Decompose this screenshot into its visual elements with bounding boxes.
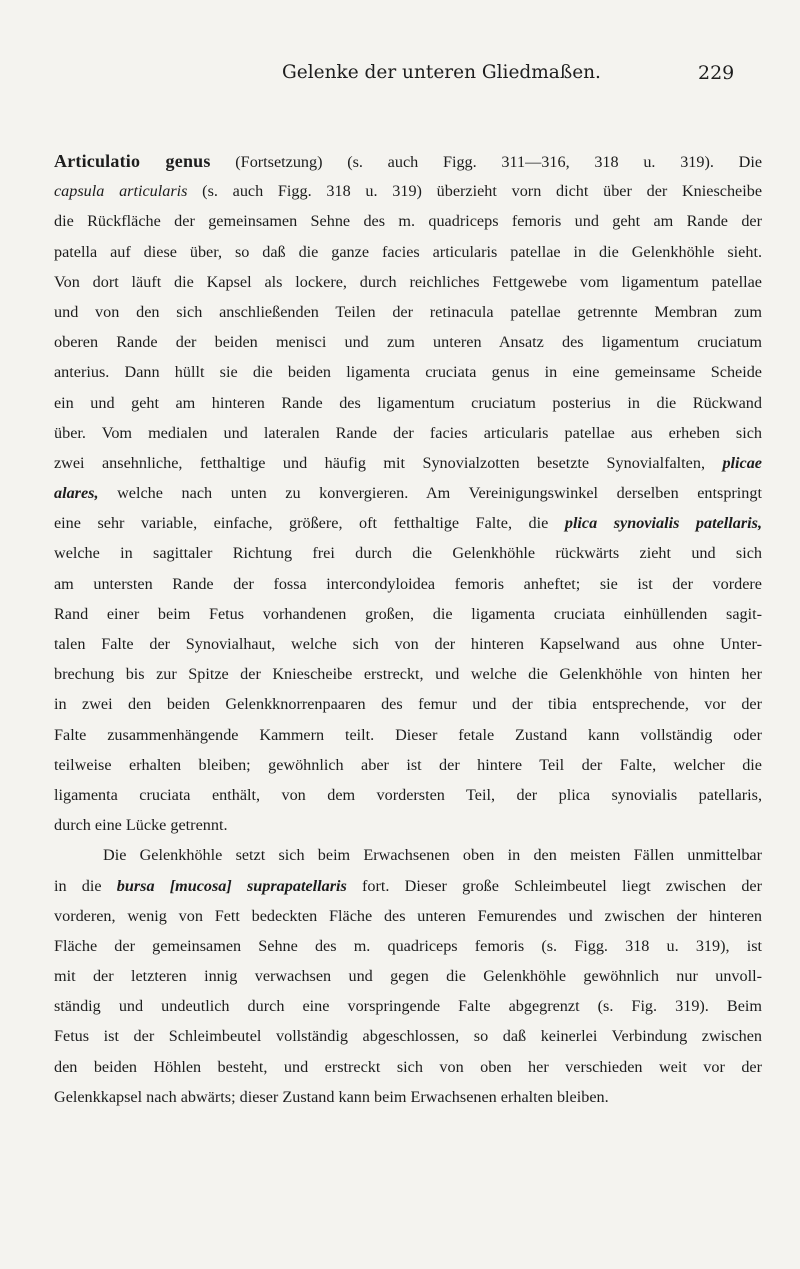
text-line (54, 297, 762, 327)
text-line (54, 629, 762, 659)
text-segment: zwei ansehnliche, fetthaltige und häufig mit Synovialzotten besetzte Synovialfalten, (54, 453, 723, 472)
text-segment: durch eine Lücke getrennt. (54, 816, 228, 835)
text-line (54, 538, 762, 568)
text-line (54, 1021, 762, 1051)
text-segment: Falte zusammenhängende Kammern teilt. Dieser fetale Zustand kann vollständig oder (54, 725, 762, 744)
text-segment: brechung bis zur Spitze der Kniescheibe erstreckt, und welche die Gelenkhöhle von hinten her (54, 665, 762, 684)
paragraph-1 (54, 146, 762, 840)
emphasized-term: plica synovialis patellaris, (564, 514, 762, 533)
text-segment: welche in sagittaler Richtung frei durch die Gelenkhöhle rückwärts zieht und sich (54, 544, 762, 563)
text-segment: über. Vom medialen und lateralen Rande der facies articularis patellae aus erheben sich (54, 423, 762, 442)
body-text (54, 146, 762, 1112)
text-segment: ständig und undeutlich durch eine vorspringende Falte abgegrenzt (s. Fig. 319). Beim (54, 997, 762, 1016)
text-line (54, 237, 762, 267)
text-line (54, 599, 762, 629)
text-segment: Fetus ist der Schleimbeutel vollständig abgeschlossen, so daß keinerlei Verbindung zwischen (54, 1027, 762, 1046)
text-segment: vorderen, wenig von Fett bedeckten Fläche des unteren Femurendes und zwischen der hinteren (54, 906, 762, 925)
text-line (54, 991, 762, 1021)
text-segment: in die (54, 876, 117, 895)
emphasized-term: capsula articularis (54, 182, 188, 201)
text-segment: teilweise erhalten bleiben; gewöhnlich aber ist der hintere Teil der Falte, welcher die (54, 755, 762, 774)
text-line (54, 750, 762, 780)
paragraph-2 (54, 840, 762, 1112)
text-line (54, 418, 762, 448)
text-segment: Rand einer beim Fetus vorhandenen großen, die ligamenta cruciata einhüllenden sagit- (54, 604, 762, 623)
text-line (54, 720, 762, 750)
section-heading: Articulatio genus (54, 151, 211, 171)
text-line (54, 508, 762, 538)
text-segment: ligamenta cruciata enthält, von dem vordersten Teil, der plica synovialis patellaris, (54, 785, 762, 804)
text-line (54, 901, 762, 931)
text-segment: fort. Dieser große Schleimbeutel liegt zwischen der (346, 876, 763, 895)
text-line (54, 569, 762, 599)
text-line (54, 840, 762, 870)
text-line (54, 689, 762, 719)
text-segment: patella auf diese über, so daß die ganze facies articularis patellae in die Gelenkhöhle sieht. (54, 242, 762, 261)
text-segment: welche nach unten zu konvergieren. Am Vereinigungswinkel derselben entspringt (98, 484, 762, 503)
text-segment: (s. auch Figg. 318 u. 319) überzieht vorn dicht über der Kniescheibe (187, 182, 762, 201)
text-segment: in zwei den beiden Gelenkknorrenpaaren des femur und der tibia entsprechende, vor der (54, 695, 762, 714)
text-line (54, 659, 762, 689)
text-line (54, 146, 762, 176)
text-line (54, 176, 762, 206)
text-line (54, 871, 762, 901)
text-segment: Fläche der gemeinsamen Sehne des m. quadriceps femoris (s. Figg. 318 u. 319), ist (54, 936, 762, 955)
text-line (54, 780, 762, 810)
text-line (54, 448, 762, 478)
text-line (54, 267, 762, 297)
page-number: 229 (698, 62, 735, 84)
text-segment: den beiden Höhlen besteht, und erstreckt sich von oben her verschieden weit vor der (54, 1057, 762, 1076)
text-segment: mit der letzteren innig verwachsen und gegen die Gelenkhöhle gewöhnlich nur unvoll- (54, 967, 762, 986)
emphasized-term: bursa [mucosa] suprapatellaris (116, 876, 347, 895)
text-line (54, 478, 762, 508)
text-line (54, 1082, 762, 1112)
text-line (54, 1052, 762, 1082)
text-segment: am untersten Rande der fossa intercondyloidea femoris anheftet; sie ist der vordere (54, 574, 762, 593)
text-line (54, 931, 762, 961)
text-segment: und von den sich anschließenden Teilen der retinacula patellae getrennte Membran zum (54, 302, 762, 321)
text-segment: talen Falte der Synovialhaut, welche sich von der hinteren Kapselwand aus ohne Unter- (54, 635, 762, 653)
text-segment: Gelenkkapsel nach abwärts; dieser Zustand kann beim Erwachsenen erhalten bleiben. (54, 1087, 609, 1106)
text-segment: eine sehr variable, einfache, größere, oft fetthaltige Falte, die (54, 514, 565, 533)
emphasized-term: alares, (54, 484, 99, 503)
text-segment: die Rückfläche der gemeinsamen Sehne des m. quadriceps femoris und geht am Rande der (54, 212, 762, 231)
text-segment: ein und geht am hinteren Rande des ligamentum cruciatum posterius in die Rückwand (54, 393, 762, 412)
text-segment: Die Gelenkhöhle setzt sich beim Erwachsenen oben in den meisten Fällen unmittelbar (103, 846, 762, 865)
text-line (54, 961, 762, 991)
emphasized-term: plicae (722, 453, 762, 472)
page-header (0, 62, 800, 92)
text-line (54, 206, 762, 236)
text-line (54, 388, 762, 418)
text-line (54, 810, 762, 840)
text-segment: (Fortsetzung) (s. auch Figg. 311—316, 318 u. 319). Die (210, 153, 762, 171)
text-line (54, 357, 762, 387)
text-line (54, 327, 762, 357)
text-segment: oberen Rande der beiden menisci und zum unteren Ansatz des ligamentum cruciatum (54, 333, 762, 352)
text-segment: Von dort läuft die Kapsel als lockere, durch reichliches Fettgewebe vom ligamentum patellae (54, 272, 762, 291)
running-title: Gelenke der unteren Gliedmaßen. (282, 62, 601, 83)
text-segment: anterius. Dann hüllt sie die beiden ligamenta cruciata genus in eine gemeinsame Scheide (54, 363, 762, 382)
